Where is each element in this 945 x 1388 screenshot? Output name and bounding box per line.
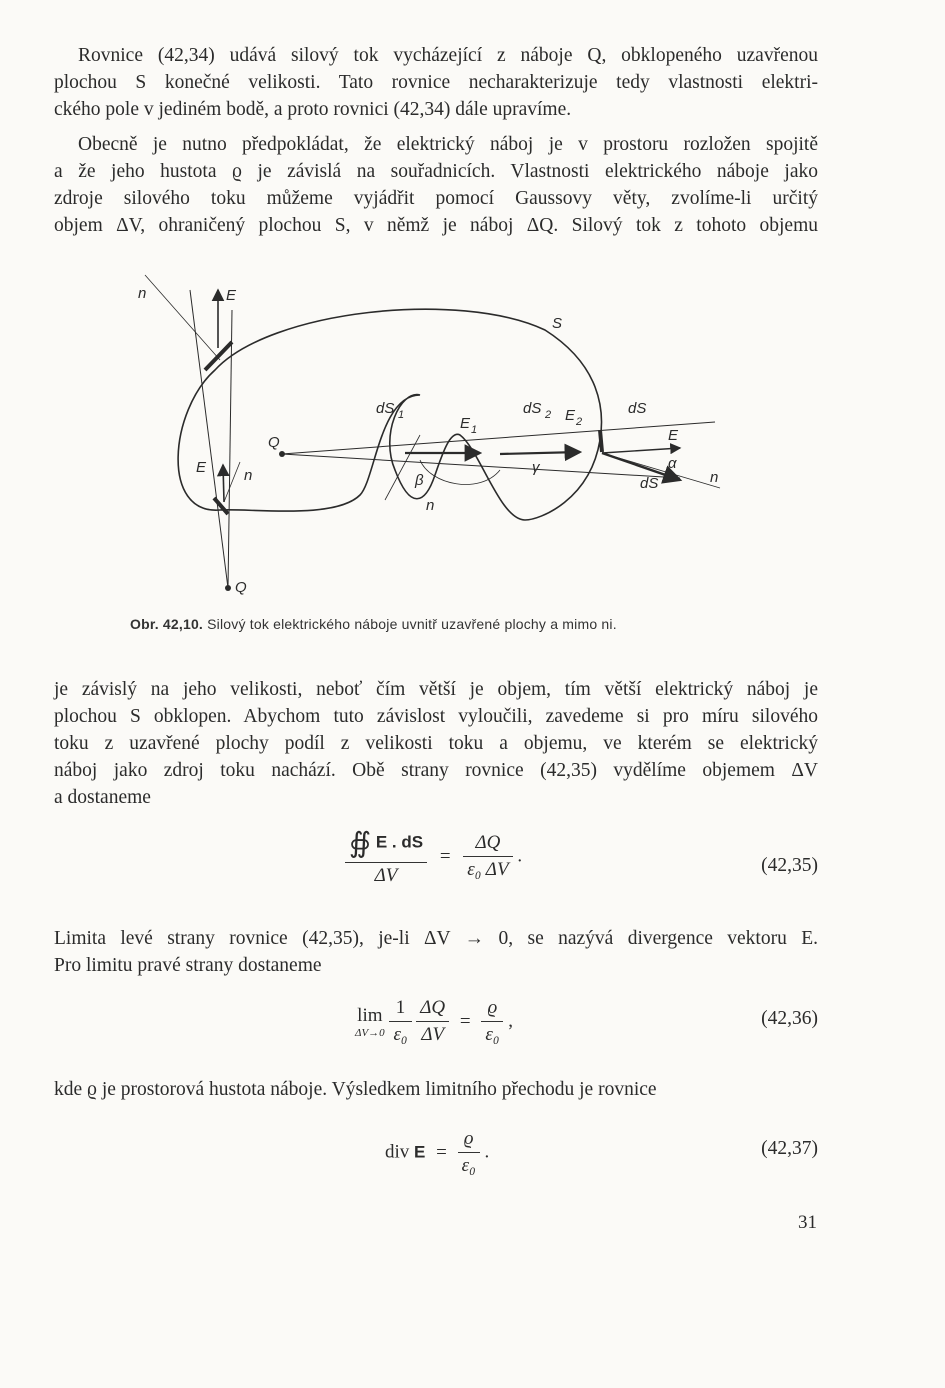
surface-integral: ∯ bbox=[349, 828, 372, 859]
end-punct: , bbox=[508, 1010, 513, 1032]
label-q-bottom: Q bbox=[235, 579, 247, 596]
label-e1-sub: 1 bbox=[471, 424, 478, 436]
label-q-mid: Q bbox=[268, 434, 280, 451]
equation-42-37 bbox=[385, 1128, 489, 1177]
angle-beta-arc bbox=[420, 460, 500, 484]
end-punct: . bbox=[517, 845, 523, 867]
equation-42-36 bbox=[355, 997, 513, 1046]
caption-text: Silový tok elektrického náboje uvnitř uzavřené plochy a mimo ni. bbox=[207, 616, 617, 632]
label-e-right: E bbox=[668, 427, 679, 444]
text-line: náboj jako zdroj toku nachází. Obě strany rovnice (42,35) vydělíme objemem ΔV bbox=[54, 760, 818, 781]
label-n-lower: n bbox=[426, 497, 435, 514]
equation-number-35: (42,35) bbox=[761, 855, 818, 876]
label-gamma: γ bbox=[532, 459, 540, 476]
text-line: je závislý na jeho velikosti, neboť čím větší je objem, tím větší elektrický náboj je bbox=[54, 679, 818, 700]
ray-external-1 bbox=[190, 290, 228, 588]
label-ds1-sub: 1 bbox=[398, 409, 405, 421]
label-beta: β bbox=[415, 472, 424, 489]
text-line: plochou S konečné velikosti. Tato rovnice necharakterizuje tedy vlastnosti elektri- bbox=[54, 72, 818, 93]
figure-42-10 bbox=[120, 270, 740, 600]
page-number: 31 bbox=[798, 1212, 817, 1233]
paragraph-3 bbox=[54, 676, 818, 811]
equation-42-35 bbox=[345, 826, 522, 887]
label-e1: E bbox=[460, 415, 471, 432]
text-line: a dostaneme bbox=[54, 787, 151, 808]
label-n-left: n bbox=[244, 467, 253, 484]
equation-number-37: (42,37) bbox=[761, 1138, 818, 1159]
flux-vector: E . dS bbox=[375, 832, 424, 852]
fraction-left bbox=[345, 826, 427, 887]
text-line: kde ϱ je prostorová hustota náboje. Výsledkem limitního přechodu je rovnice bbox=[54, 1079, 657, 1100]
label-n-right: n bbox=[710, 469, 719, 486]
ray-internal-1 bbox=[282, 422, 715, 454]
text-line: Obecně je nutno předpokládat, že elektrický náboj je v prostoru rozložen spojitě bbox=[78, 134, 818, 155]
label-e2: E bbox=[565, 407, 576, 424]
equals-sign: = bbox=[436, 1141, 447, 1163]
text-line: a že jeho hustota ϱ je závislá na souřadnicích. Vlastnosti elektrického náboje jako bbox=[54, 161, 818, 182]
label-e-top: E bbox=[226, 287, 237, 304]
label-ds-vector: dS bbox=[640, 475, 659, 492]
paragraph-2 bbox=[54, 131, 818, 239]
ds-element-bottom-left bbox=[214, 498, 228, 514]
label-ds2: dS bbox=[523, 400, 542, 417]
equals-sign: = bbox=[459, 1010, 471, 1032]
label-ds: dS bbox=[628, 400, 647, 417]
figure-caption bbox=[130, 616, 770, 632]
ray-external-2 bbox=[228, 310, 232, 588]
e-vector-left bbox=[223, 465, 224, 502]
text-line: plochou S obklopen. Abychom tuto závislost vyloučili, zavedeme si pro míru silového bbox=[54, 706, 818, 727]
charge-q-bottom bbox=[225, 585, 231, 591]
label-ds2-sub: 2 bbox=[545, 409, 552, 421]
delta-v: ΔV bbox=[374, 865, 398, 886]
end-punct: . bbox=[484, 1141, 490, 1163]
label-e-left: E bbox=[196, 459, 207, 476]
normal-top-left bbox=[145, 275, 220, 360]
normal-right bbox=[602, 453, 720, 488]
e2-vector bbox=[500, 452, 580, 454]
label-alpha: α bbox=[668, 455, 677, 472]
equation-number-36: (42,36) bbox=[761, 1008, 818, 1029]
label-s: S bbox=[552, 315, 563, 332]
equals-sign: = bbox=[439, 845, 451, 867]
paragraph-5 bbox=[54, 1076, 818, 1103]
div-operator: div bbox=[385, 1141, 410, 1163]
text-line: ckého pole v jediném bodě, a proto rovnici (42,34) dále upravíme. bbox=[54, 99, 572, 120]
paragraph-4 bbox=[54, 925, 818, 979]
ray-internal-2 bbox=[282, 454, 680, 478]
label-ds1: dS bbox=[376, 400, 395, 417]
delta-q: ΔQ bbox=[463, 832, 512, 857]
normal-left bbox=[224, 462, 240, 502]
text-line: objem ΔV, ohraničený plochou S, v němž je náboj ΔQ. Silový tok z tohoto objemu bbox=[54, 215, 818, 236]
paragraph-1 bbox=[54, 42, 818, 123]
text-line: toku z uzavřené plochy podíl z velikosti toku a objemu, ve kterém se elektrický bbox=[54, 733, 818, 754]
text-line: Pro limitu pravé strany dostaneme bbox=[54, 955, 322, 976]
eps-delta-v: ε₀ ΔV bbox=[467, 859, 509, 880]
ds-element-right bbox=[600, 430, 602, 452]
caption-label: Obr. 42,10. bbox=[130, 616, 204, 632]
fraction-right bbox=[463, 832, 512, 881]
text-line: Rovnice (42,34) udává silový tok vycházející z náboje Q, obklopeného uzavřenou bbox=[78, 45, 818, 66]
limit: lim ΔV→0 bbox=[355, 1004, 385, 1039]
fraction-rho-eps: $\frac{ϱ}{\text{ε₀}}$ bbox=[458, 1128, 480, 1177]
fraction-rho-eps: $\frac{ϱ}{\text{ε₀}}$ bbox=[481, 997, 503, 1046]
label-n-top: n bbox=[138, 285, 147, 302]
vector-e: E bbox=[414, 1142, 426, 1162]
fraction-dq-dv: $\frac{\Delta Q}{\Delta V}$ bbox=[416, 997, 449, 1046]
fraction-one-eps: $\frac{1}{\text{ε₀}}$ bbox=[389, 997, 411, 1046]
text-line: Limita levé strany rovnice (42,35), je-li ΔV → 0, se nazývá divergence vektoru E. bbox=[54, 928, 818, 949]
text-line: zdroje silového toku můžeme vyjádřit pomocí Gaussovy věty, zvolíme-li určitý bbox=[54, 188, 818, 209]
e-vector-right bbox=[602, 448, 680, 453]
label-e2-sub: 2 bbox=[576, 416, 583, 428]
